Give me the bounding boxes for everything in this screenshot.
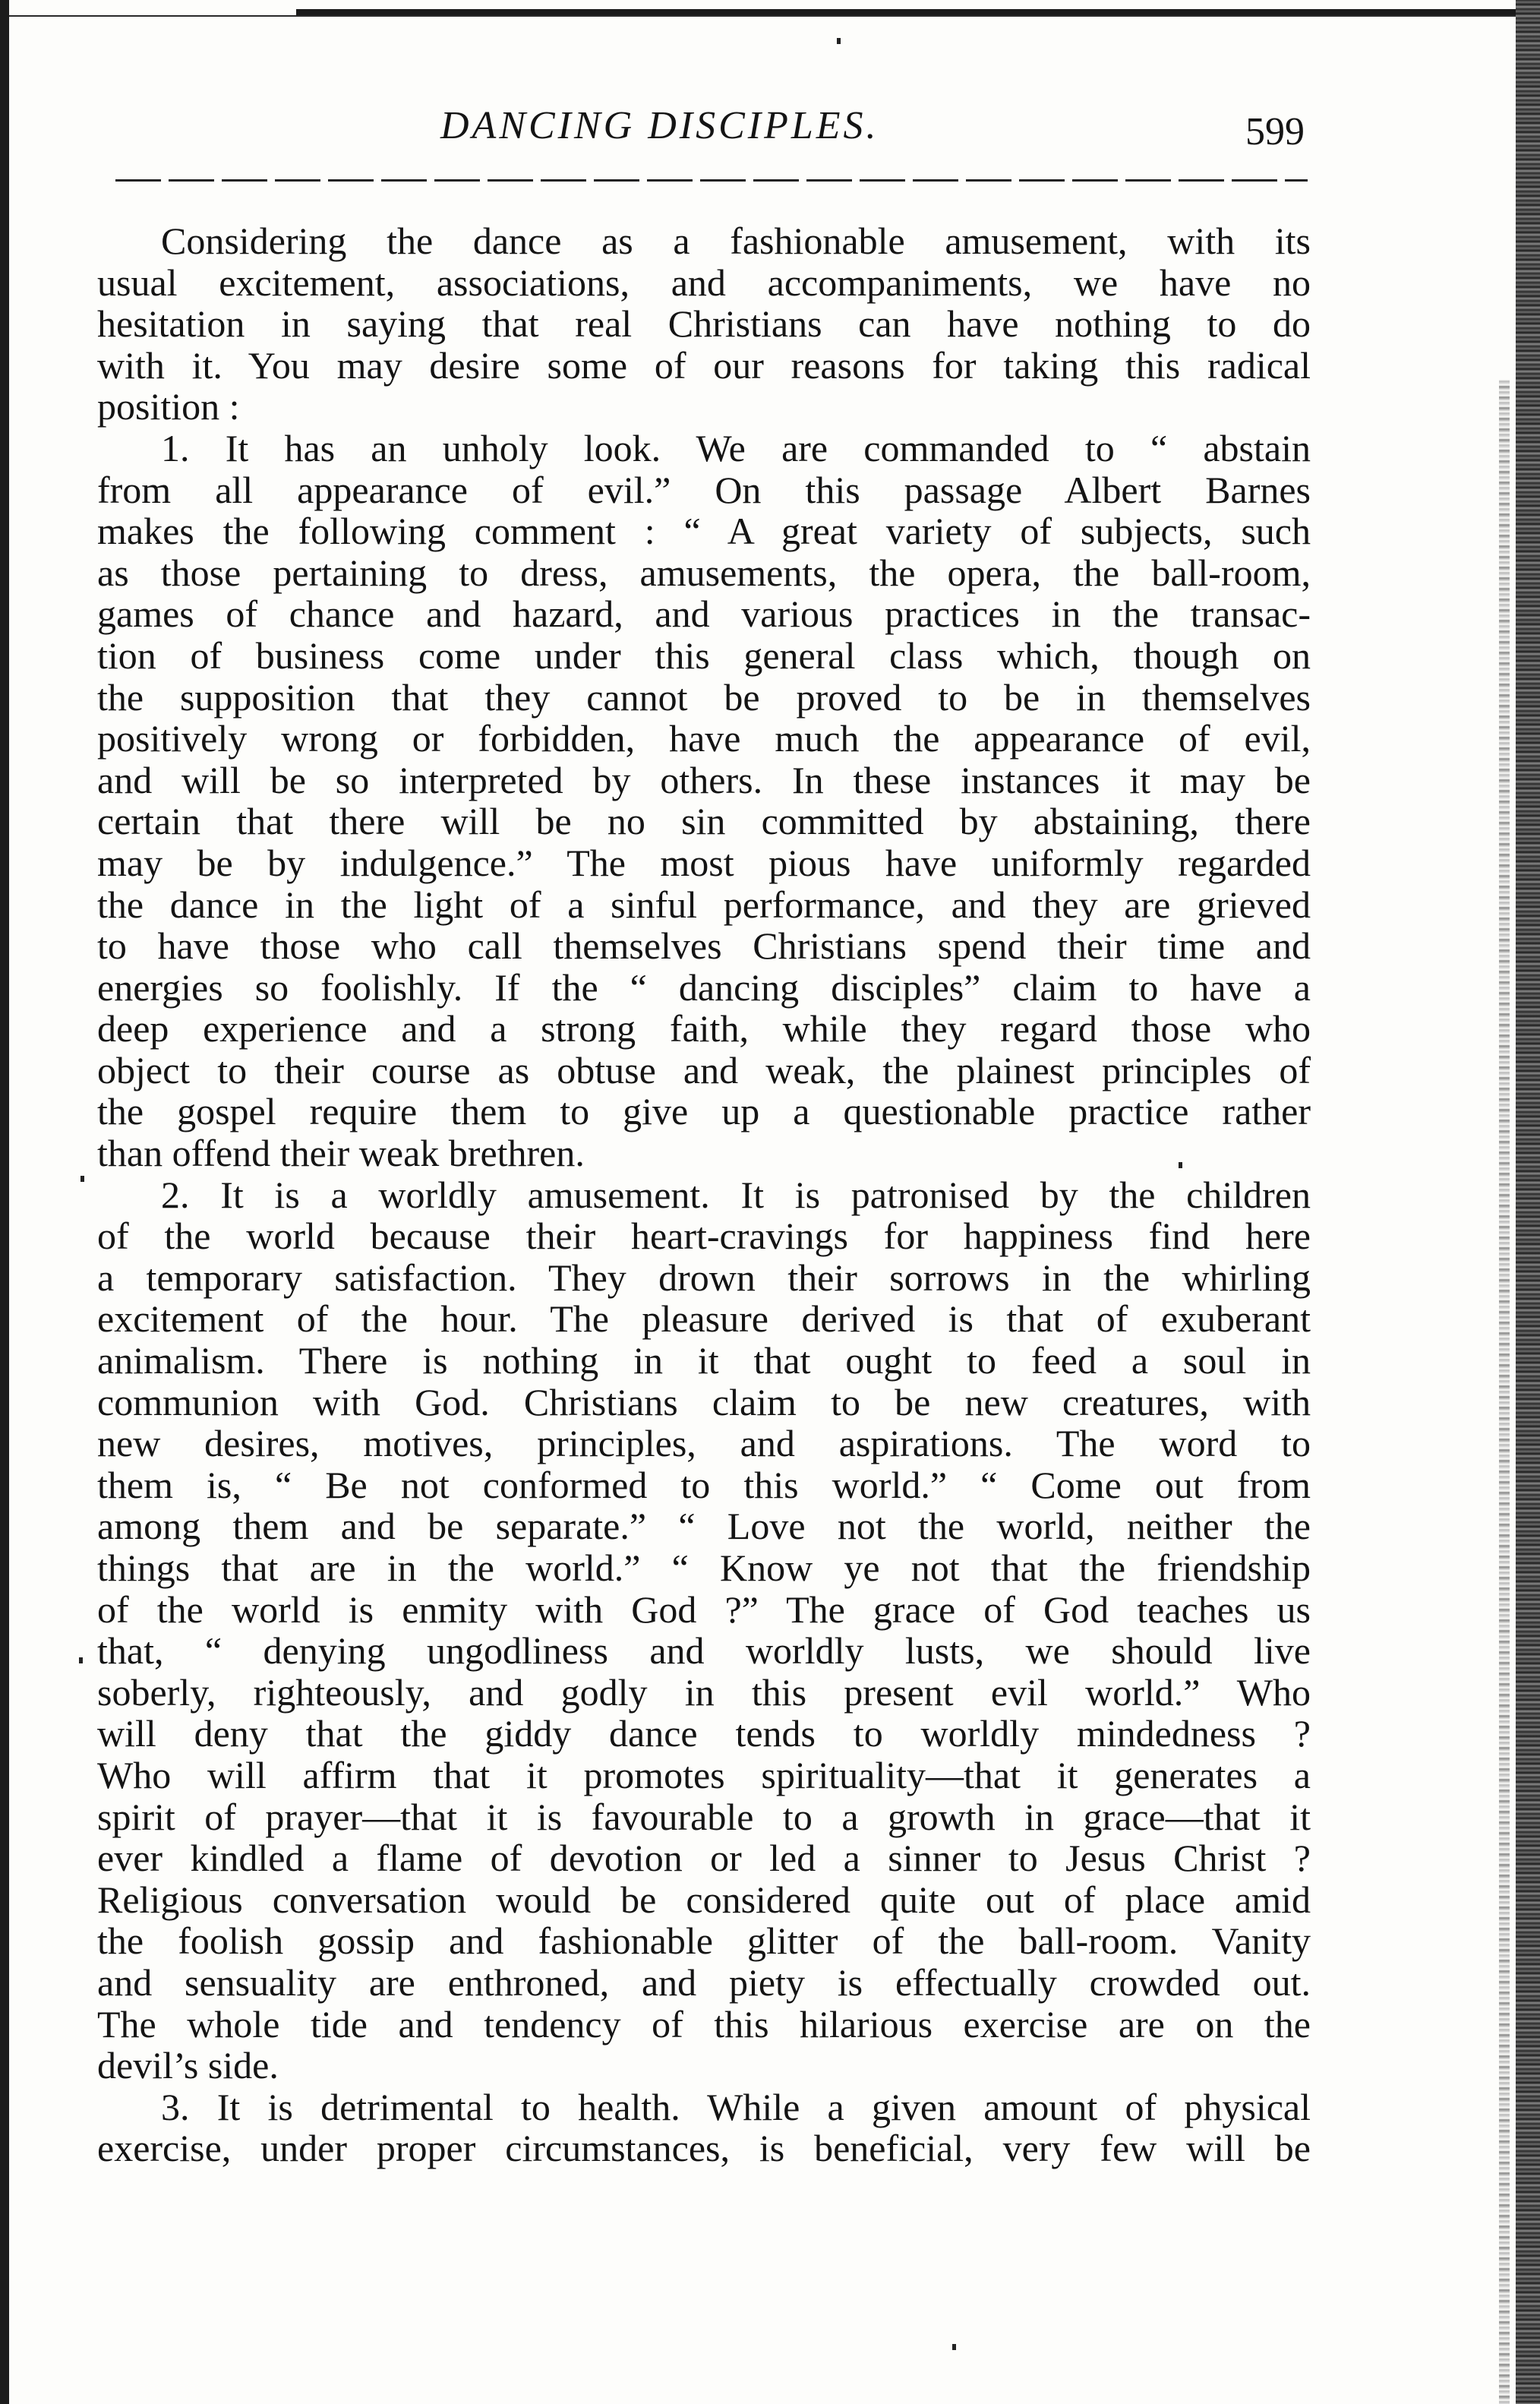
- scan-speck: [952, 2344, 956, 2350]
- text-line: to have those who call themselves Christians spend their time and: [97, 924, 1311, 968]
- text-line: things that are in the world.” “ Know ye not that the friendship: [97, 1546, 1311, 1589]
- text-line: spirit of prayer—that it is favourable to a growth in grace—that it: [97, 1795, 1311, 1838]
- text-line: object to their course as obtuse and weak, the plainest principles of: [97, 1048, 1311, 1091]
- text-line: certain that there will be no sin committed by abstaining, there: [97, 800, 1311, 843]
- text-line: the foolish gossip and fashionable glitter of the ball-room. Vanity: [97, 1919, 1311, 1963]
- scan-right-edge: [1516, 0, 1540, 2404]
- scan-speck: [1179, 1162, 1182, 1168]
- text-line: positively wrong or forbidden, have much the appearance of evil,: [97, 717, 1311, 760]
- text-line: of the world because their heart-cravings for happiness find here: [97, 1215, 1311, 1258]
- text-line: ever kindled a flame of devotion or led a sinner to Jesus Christ ?: [97, 1837, 1311, 1880]
- text-line: devil’s side.: [97, 2044, 279, 2087]
- text-line: a temporary satisfaction. They drown their sorrows in the whirling: [97, 1256, 1311, 1299]
- header-rule: [115, 179, 1308, 182]
- text-line: exercise, under proper circumstances, is beneficial, very few will be: [97, 2127, 1311, 2170]
- text-line: tion of business come under this general class which, though on: [97, 633, 1311, 677]
- text-line: position :: [97, 385, 240, 428]
- body-text: [97, 220, 1311, 2169]
- text-line: the dance in the light of a sinful performance, and they are grieved: [97, 883, 1311, 926]
- text-line: excitement of the hour. The pleasure derived is that of exuberant: [97, 1297, 1311, 1341]
- text-line: communion with God. Christians claim to be new creatures, with: [97, 1380, 1311, 1423]
- text-line: Who will affirm that it promotes spirituality—that it generates a: [97, 1753, 1311, 1796]
- text-line: 2. It is a worldly amusement. It is patronised by the children: [161, 1173, 1311, 1216]
- text-line: new desires, motives, principles, and aspirations. The word to: [97, 1422, 1311, 1465]
- text-line: Religious conversation would be considered quite out of place amid: [97, 1878, 1311, 1921]
- text-line: the supposition that they cannot be proved to be in themselves: [97, 675, 1311, 719]
- text-line: that, “ denying ungodliness and worldly lusts, we should live: [97, 1629, 1311, 1673]
- text-line: with it. You may desire some of our reasons for taking this radical: [97, 343, 1311, 387]
- text-line: and will be so interpreted by others. In these instances it may be: [97, 758, 1311, 801]
- text-line: makes the following comment : “ A great variety of subjects, such: [97, 510, 1311, 553]
- scan-speck: [80, 1176, 84, 1182]
- scan-speck: [79, 1657, 83, 1663]
- text-line: energies so foolishly. If the “ dancing disciples” claim to have a: [97, 965, 1311, 1009]
- text-line: of the world is enmity with God ?” The grace of God teaches us: [97, 1587, 1311, 1631]
- text-line: deep experience and a strong faith, while they regard those who: [97, 1007, 1311, 1050]
- text-line: The whole tide and tendency of this hilarious exercise are on the: [97, 2002, 1311, 2045]
- text-line: and sensuality are enthroned, and piety is effectually crowded out.: [97, 1960, 1311, 2004]
- text-line: Considering the dance as a fashionable amusement, with its: [161, 220, 1311, 262]
- text-line: usual excitement, associations, and accompaniments, we have no: [97, 261, 1311, 304]
- scan-top-edge: [0, 15, 1540, 17]
- text-line: than offend their weak brethren.: [97, 1132, 585, 1175]
- text-line: will deny that the giddy dance tends to worldly mindedness ?: [97, 1712, 1311, 1755]
- scan-left-edge: [0, 0, 9, 2404]
- text-line: hesitation in saying that real Christians can have nothing to do: [97, 302, 1311, 346]
- text-line: from all appearance of evil.” On this passage Albert Barnes: [97, 468, 1311, 511]
- text-line: them is, “ Be not conformed to this world.” “ Come out from: [97, 1463, 1311, 1506]
- text-line: as those pertaining to dress, amusements, the opera, the ball-room,: [97, 551, 1311, 594]
- text-line: among them and be separate.” “ Love not the world, neither the: [97, 1505, 1311, 1548]
- scan-right-noise: [1499, 380, 1510, 2404]
- page-number: 599: [1245, 110, 1305, 153]
- scan-speck: [837, 38, 841, 44]
- text-line: games of chance and hazard, and various practices in the transac-: [97, 592, 1311, 636]
- scan-top-rule: [296, 9, 1540, 15]
- text-line: the gospel require them to give up a questionable practice rather: [97, 1090, 1311, 1133]
- running-title: DANCING DISCIPLES.: [440, 104, 879, 147]
- text-line: may be by indulgence.” The most pious have uniformly regarded: [97, 841, 1311, 884]
- text-line: soberly, righteously, and godly in this present evil world.” Who: [97, 1670, 1311, 1714]
- text-line: animalism. There is nothing in it that ought to feed a soul in: [97, 1339, 1311, 1382]
- text-line: 3. It is detrimental to health. While a given amount of physical: [161, 2085, 1311, 2128]
- text-line: 1. It has an unholy look. We are commanded to “ abstain: [161, 426, 1311, 469]
